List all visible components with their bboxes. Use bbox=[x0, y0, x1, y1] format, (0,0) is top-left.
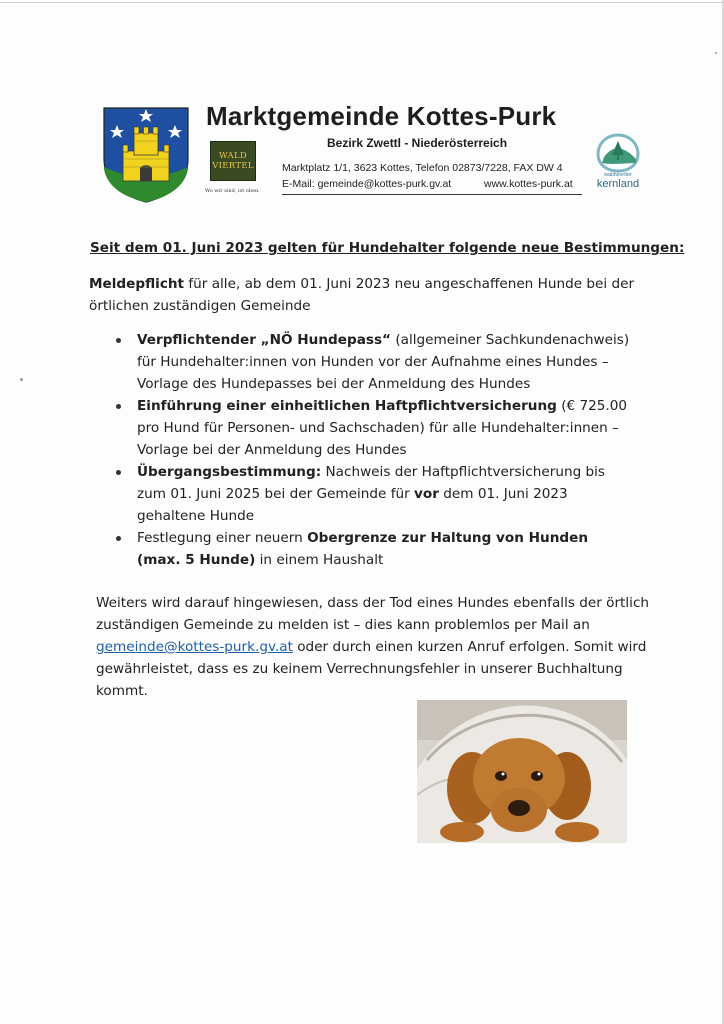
rule-text: dem 01. Juni 2023 gehaltene Hunde bbox=[137, 486, 568, 524]
intro-paragraph bbox=[89, 273, 649, 317]
rule-text: in einem Haushalt bbox=[255, 552, 384, 568]
rule-text: (allgemeiner Sachkundenachweis) für Hundehalter:innen von Hunden vor der Aufnahme eines Hundes – Vorlage des Hundepasses bei der Anmeldung des Hundes bbox=[137, 332, 630, 392]
intro-text: für alle, ab dem 01. Juni 2023 neu angeschaffenen Hunde bei der örtlichen zuständigen Gemeinde bbox=[89, 276, 635, 314]
rule-bold: Einführung einer einheitlichen Haftpflichtversicherung bbox=[137, 398, 557, 414]
list-item bbox=[113, 527, 633, 571]
rule-bold: Obergrenze zur Haltung von Hunden (max. 5 Hunde) bbox=[137, 530, 589, 568]
scan-speck bbox=[715, 52, 717, 54]
coat-of-arms-icon bbox=[103, 107, 189, 203]
waldviertel-logo-line2: VIERTEL bbox=[212, 161, 254, 171]
waldviertel-logo-box bbox=[210, 141, 256, 181]
rule-bold: vor bbox=[414, 486, 439, 502]
scan-edge-line bbox=[0, 2, 724, 3]
kernland-logo bbox=[594, 133, 642, 195]
notice-heading: Seit dem 01. Juni 2023 gelten für Hundehalter folgende neue Bestimmungen: bbox=[90, 240, 685, 256]
list-item bbox=[113, 329, 633, 395]
closing-text: Weiters wird darauf hingewiesen, dass der Tod eines Hundes ebenfalls der örtlich zuständigen Gemeinde zu melden ist – dies kann problemlos per Mail an bbox=[96, 595, 650, 633]
list-item bbox=[113, 461, 633, 527]
rule-text: Nachweis der Haftpflichtversicherung bis zum 01. Juni 2025 bei der Gemeinde für bbox=[137, 464, 606, 502]
scan-speck bbox=[20, 378, 23, 381]
district-subtitle: Bezirk Zwettl - Niederösterreich bbox=[327, 136, 508, 150]
waldviertel-logo bbox=[205, 141, 271, 201]
list-item bbox=[113, 395, 633, 461]
rules-list bbox=[113, 329, 633, 571]
kernland-logo-text: kernland bbox=[596, 178, 640, 190]
website-link[interactable]: www.kottes-purk.at bbox=[484, 178, 573, 190]
header-divider bbox=[282, 194, 582, 195]
rule-bold: Verpflichtender „NÖ Hundepass“ bbox=[137, 332, 391, 348]
kernland-logo-small-text: waldviertler bbox=[604, 172, 632, 178]
kernland-tree-icon bbox=[594, 133, 642, 173]
closing-paragraph bbox=[96, 592, 656, 702]
municipality-title: Marktgemeinde Kottes-Purk bbox=[206, 101, 557, 131]
rule-text: Festlegung einer neuern bbox=[137, 530, 308, 546]
closing-text: oder durch einen kurzen Anruf erfolgen. Somit wird gewährleistet, dass es zu keinem Verrechnungsfehler in unserer Buchhaltung kommt. bbox=[96, 639, 647, 699]
email-line: E-Mail: gemeinde@kottes-purk.gv.at bbox=[282, 178, 452, 190]
rule-text: (€ 725.00 pro Hund für Personen- und Sachschaden) für alle Hundehalter:innen – Vorlage bei der Anmeldung des Hundes bbox=[137, 398, 628, 458]
waldviertel-slogan: Wo wir sind, ist oben. bbox=[205, 188, 260, 194]
intro-bold: Meldepflicht bbox=[89, 276, 185, 292]
email-link[interactable]: gemeinde@kottes-purk.gv.at bbox=[96, 639, 293, 655]
dog-photo bbox=[417, 700, 627, 843]
rule-bold: Übergangsbestimmung: bbox=[137, 464, 322, 480]
waldviertel-logo-line1: WALD bbox=[218, 151, 248, 161]
address-line: Marktplatz 1/1, 3623 Kottes, Telefon 02873/7228, FAX DW 4 bbox=[282, 162, 563, 174]
